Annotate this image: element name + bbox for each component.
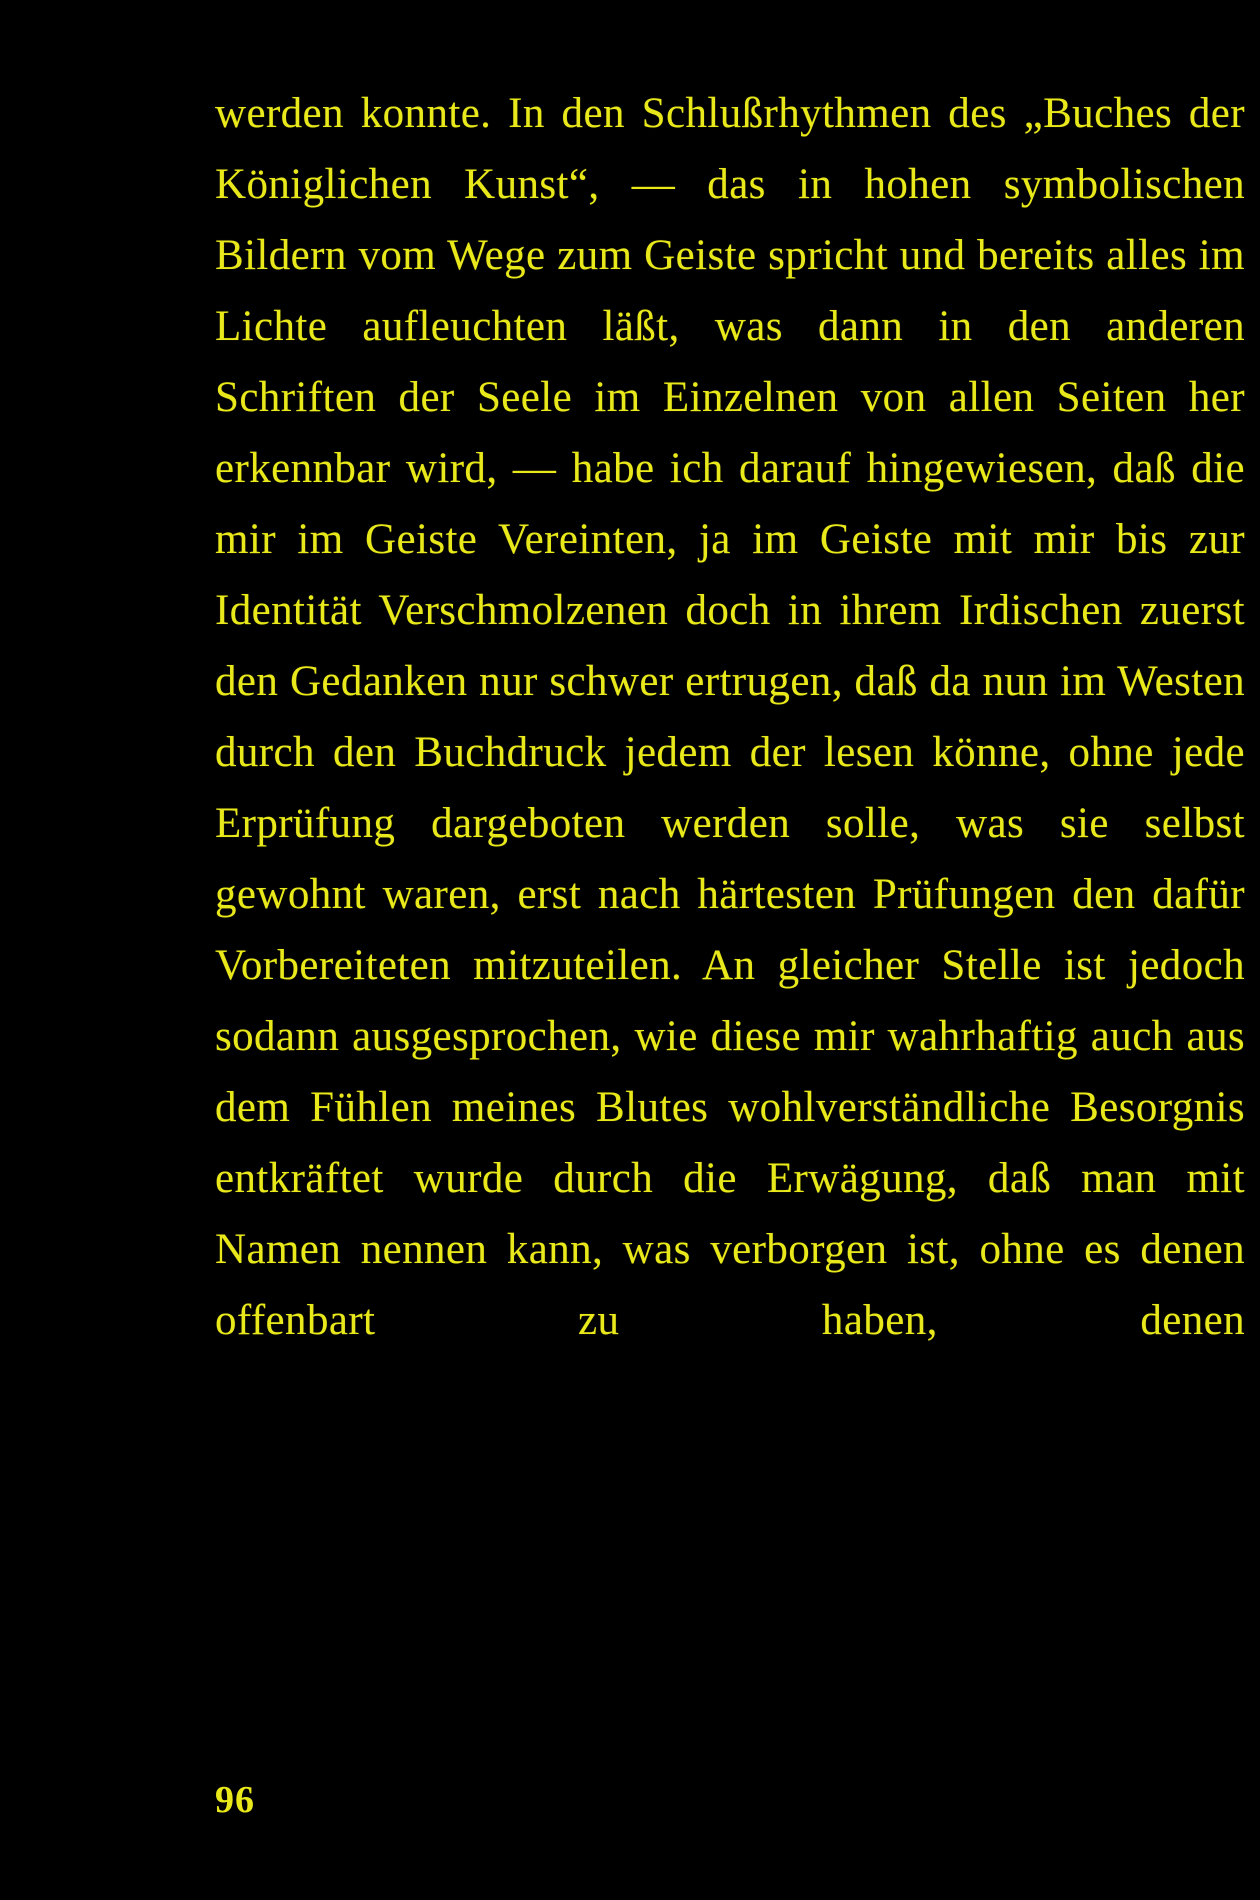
- body-paragraph: werden konnte. In den Schlußrhythmen des „Buches der Königlichen Kunst“, — das in hohen symbolischen Bildern vom Wege zum Geiste spricht und bereits alles im Lichte aufleuchten läßt, was dann in den anderen Schriften der Seele im Einzelnen von allen Seiten her erkennbar wird, — habe ich darauf hingewiesen, daß die mir im Geiste Vereinten, ja im Geiste mit mir bis zur Identität Verschmolzenen doch in ihrem Irdischen zuerst den Gedanken nur schwer ertrugen, daß da nun im Westen durch den Buchdruck jedem der lesen könne, ohne jede Erprüfung dargeboten werden solle, was sie selbst gewohnt waren, erst nach härtesten Prüfungen den dafür Vorbereiteten mitzuteilen. An gleicher Stelle ist jedoch sodann ausgesprochen, wie diese mir wahrhaftig auch aus dem Fühlen meines Blutes wohlverständliche Besorgnis entkräftet wurde durch die Erwägung, daß man mit Namen nennen kann, was verborgen ist, ohne es denen offenbart zu haben, denen: [215, 90, 1245, 1344]
- page-number: 96: [215, 1779, 255, 1821]
- body-text-column: [215, 78, 1245, 1427]
